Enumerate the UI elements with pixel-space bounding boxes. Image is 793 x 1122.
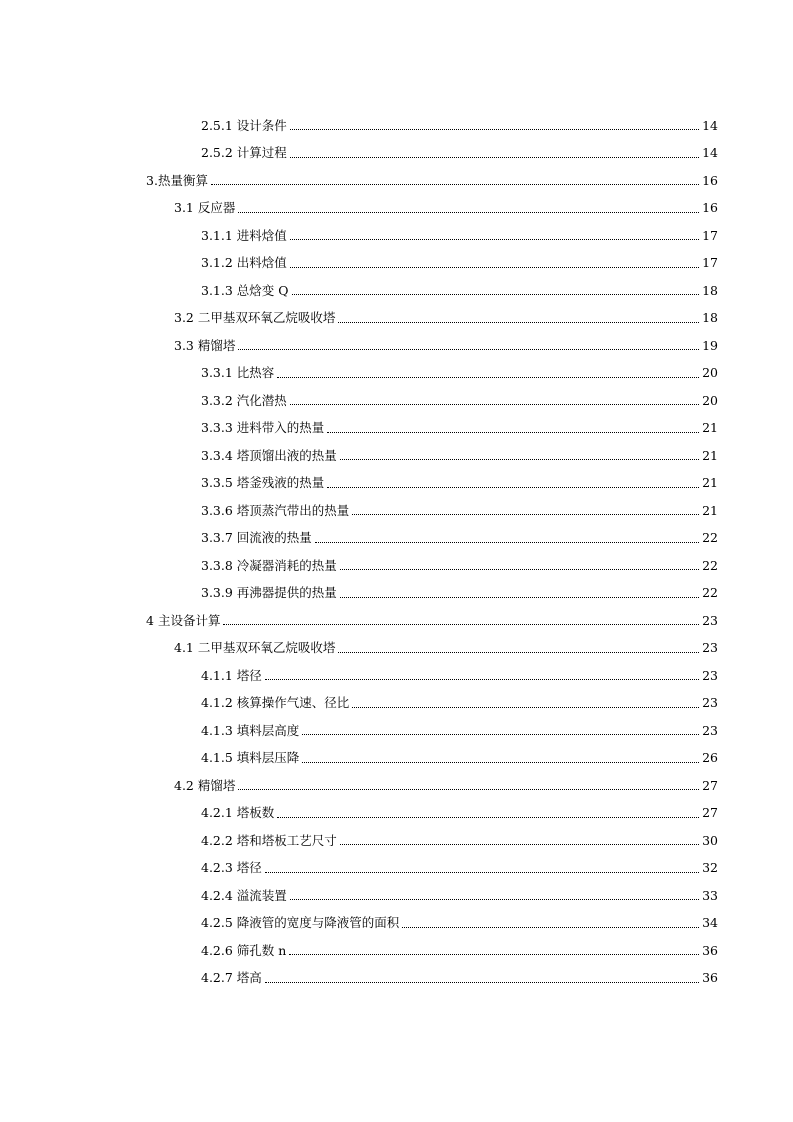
toc-entry-title [201, 257, 289, 270]
toc-entry-title [201, 722, 301, 738]
toc-dot-leader [277, 807, 699, 820]
toc-entry-number: 3.3.3 [201, 420, 233, 435]
toc-entry-number: 4.2.4 [201, 887, 233, 903]
toc-dot-leader [290, 890, 699, 903]
toc-dot-leader [315, 532, 699, 545]
toc-entry-text: 核算操作气速、径比 [236, 695, 350, 710]
toc-entry-title [201, 917, 401, 930]
toc-page-number: 23 [702, 667, 718, 683]
toc-entry-number: 3.3.1 [201, 365, 233, 380]
toc-page-number: 27 [702, 805, 718, 820]
toc-dot-leader [238, 780, 699, 793]
toc-entry-number: 3.3.6 [201, 502, 233, 518]
toc-entry[interactable] [0, 745, 718, 773]
toc-page-number: 21 [702, 502, 718, 518]
toc-entry-title [201, 502, 351, 518]
toc-entry-title [201, 807, 276, 820]
toc-entry-text: 降液管的宽度与降液管的面积 [236, 915, 400, 930]
toc-entry-text: 比热容 [236, 365, 275, 380]
toc-dot-leader [340, 450, 699, 463]
toc-entry-number: 2.5.1 [201, 117, 233, 133]
toc-page-number: 21 [702, 420, 718, 435]
toc-entry-number: 3.3.9 [201, 585, 233, 600]
toc-entry[interactable] [0, 250, 718, 278]
toc-entry-title [201, 972, 264, 985]
toc-entry-title [201, 117, 289, 133]
toc-entry-number: 3.1.2 [201, 255, 233, 270]
toc-page-number: 23 [702, 722, 718, 738]
toc-page-number: 22 [702, 557, 718, 573]
toc-entry-title [174, 312, 337, 325]
toc-entry-number: 3.3.4 [201, 447, 233, 463]
toc-entry-title [174, 777, 237, 793]
toc-entry-title [201, 832, 339, 848]
toc-entry-number: 4.2.1 [201, 805, 233, 820]
toc-entry-text: 主设备计算 [157, 612, 221, 628]
toc-page-number: 16 [702, 200, 718, 215]
toc-entry[interactable] [0, 277, 718, 305]
toc-page-number: 17 [702, 227, 718, 243]
toc-entry[interactable] [0, 332, 718, 360]
toc-entry-text: 精馏塔 [197, 337, 236, 353]
toc-entry-text: 进料带入的热量 [236, 420, 325, 435]
toc-page-number: 34 [702, 915, 718, 930]
toc-entry-text: 塔板数 [236, 805, 275, 820]
toc-entry-text: 二甲基双环氧乙烷吸收塔 [197, 310, 336, 325]
toc-entry[interactable] [0, 717, 718, 745]
toc-entry-title [201, 667, 264, 683]
toc-page-number: 21 [702, 475, 718, 490]
toc-entry-number: 3.1.3 [201, 282, 233, 298]
toc-entry-title [201, 367, 276, 380]
toc-page-number: 16 [702, 172, 718, 188]
toc-entry-text: 塔顶蒸汽带出的热量 [236, 502, 350, 518]
toc-entry-text: 汽化潜热 [236, 392, 287, 408]
toc-entry-title [201, 752, 301, 765]
toc-entry-text: 筛孔数 n [236, 942, 287, 958]
toc-entry[interactable] [0, 112, 718, 140]
toc-dot-leader [238, 202, 699, 215]
toc-entry-text: 冷凝器消耗的热量 [236, 557, 337, 573]
toc-entry-title [201, 887, 289, 903]
toc-entry[interactable] [0, 222, 718, 250]
toc-entry-number: 4.2.2 [201, 832, 233, 848]
toc-entry-title [201, 587, 339, 600]
toc-entry[interactable] [0, 305, 718, 333]
toc-page-number: 23 [702, 695, 718, 710]
toc-entry-title [201, 557, 339, 573]
toc-entry[interactable] [0, 910, 718, 938]
toc-entry-title [201, 532, 314, 545]
toc-entry[interactable] [0, 800, 718, 828]
toc-entry-number: 3.3.2 [201, 392, 233, 408]
toc-entry[interactable] [0, 965, 718, 993]
toc-entry[interactable] [0, 195, 718, 223]
toc-entry-title [201, 862, 264, 875]
toc-entry-text: 塔顶馏出液的热量 [236, 447, 337, 463]
toc-entry-text: 塔釜残液的热量 [236, 475, 325, 490]
toc-entry-number: 4.1 [174, 640, 194, 655]
toc-entry[interactable] [0, 497, 718, 525]
toc-dot-leader [327, 422, 699, 435]
toc-dot-leader [223, 615, 699, 628]
toc-dot-leader [238, 340, 699, 353]
toc-entry-number: 3.3.7 [201, 530, 233, 545]
toc-dot-leader [290, 230, 699, 243]
toc-entry-title [201, 147, 289, 160]
toc-dot-leader [265, 670, 699, 683]
toc-dot-leader [290, 395, 699, 408]
toc-entry-title [201, 942, 288, 958]
toc-dot-leader [340, 560, 699, 573]
toc-page-number: 18 [702, 310, 718, 325]
toc-page-number: 33 [702, 887, 718, 903]
toc-entry-title [146, 172, 210, 188]
toc-entry-text: 塔高 [236, 970, 262, 985]
toc-entry-title [174, 337, 237, 353]
table-of-contents [0, 112, 793, 992]
toc-entry-text: 塔径 [236, 667, 262, 683]
toc-page-number: 20 [702, 365, 718, 380]
toc-dot-leader [211, 175, 699, 188]
toc-page-number: 27 [702, 777, 718, 793]
toc-entry[interactable] [0, 415, 718, 443]
toc-page-number: 14 [702, 145, 718, 160]
toc-entry-text: 回流液的热量 [236, 530, 312, 545]
toc-entry-text: 精馏塔 [197, 777, 236, 793]
toc-dot-leader [402, 917, 699, 930]
toc-entry[interactable] [0, 470, 718, 498]
toc-page-number: 26 [702, 750, 718, 765]
toc-dot-leader [352, 505, 699, 518]
toc-dot-leader [338, 312, 699, 325]
toc-entry-number: 4 [146, 612, 154, 628]
toc-entry-title [174, 642, 337, 655]
toc-entry-title [146, 612, 222, 628]
toc-page-number: 21 [702, 447, 718, 463]
toc-entry-number: 3.1 [174, 200, 194, 215]
toc-page-number: 17 [702, 255, 718, 270]
toc-entry[interactable] [0, 442, 718, 470]
toc-entry-number: 4.2.7 [201, 970, 233, 985]
toc-entry-text: 计算过程 [236, 145, 287, 160]
toc-entry-title [201, 422, 326, 435]
toc-entry-number: 3. [146, 172, 158, 188]
toc-page-number: 23 [702, 612, 718, 628]
toc-entry-title [201, 227, 289, 243]
toc-entry-title [201, 282, 291, 298]
toc-dot-leader [289, 945, 699, 958]
toc-dot-leader [340, 835, 699, 848]
toc-entry-number: 3.3 [174, 337, 194, 353]
toc-entry[interactable] [0, 387, 718, 415]
toc-entry-text: 总焓变 Q [236, 282, 289, 298]
toc-entry[interactable] [0, 525, 718, 553]
toc-entry-number: 4.2.3 [201, 860, 233, 875]
toc-entry-number: 4.1.3 [201, 722, 233, 738]
toc-page-number: 22 [702, 530, 718, 545]
toc-page-number: 30 [702, 832, 718, 848]
toc-entry[interactable] [0, 882, 718, 910]
toc-entry[interactable] [0, 635, 718, 663]
toc-entry-number: 3.3.8 [201, 557, 233, 573]
toc-entry[interactable] [0, 937, 718, 965]
toc-dot-leader [292, 285, 700, 298]
toc-dot-leader [290, 120, 699, 133]
toc-dot-leader [290, 257, 699, 270]
toc-entry[interactable] [0, 827, 718, 855]
toc-page-number: 20 [702, 392, 718, 408]
toc-entry[interactable] [0, 552, 718, 580]
toc-entry-number: 4.2.5 [201, 915, 233, 930]
toc-dot-leader [338, 642, 699, 655]
toc-entry-number: 3.3.5 [201, 475, 233, 490]
toc-entry[interactable] [0, 662, 718, 690]
toc-entry[interactable] [0, 690, 718, 718]
toc-entry-text: 二甲基双环氧乙烷吸收塔 [197, 640, 336, 655]
toc-entry[interactable] [0, 855, 718, 883]
toc-entry-number: 4.2 [174, 777, 194, 793]
toc-entry-number: 4.2.6 [201, 942, 233, 958]
toc-entry-text: 填料层高度 [236, 722, 300, 738]
toc-entry-text: 塔径 [236, 860, 262, 875]
toc-entry-text: 溢流装置 [236, 887, 287, 903]
toc-entry[interactable] [0, 580, 718, 608]
toc-entry-text: 填料层压降 [236, 750, 300, 765]
toc-entry-text: 设计条件 [236, 117, 287, 133]
toc-page-number: 18 [702, 282, 718, 298]
toc-page-number: 36 [702, 970, 718, 985]
toc-entry-title [201, 447, 339, 463]
toc-entry-title [201, 392, 289, 408]
toc-entry-text: 进料焓值 [236, 227, 287, 243]
toc-dot-leader [340, 587, 699, 600]
toc-page-number: 14 [702, 117, 718, 133]
toc-entry-number: 3.2 [174, 310, 194, 325]
toc-entry-number: 4.1.5 [201, 750, 233, 765]
toc-entry[interactable] [0, 607, 718, 635]
toc-entry-text: 出料焓值 [236, 255, 287, 270]
toc-entry[interactable] [0, 360, 718, 388]
toc-entry-number: 2.5.2 [201, 145, 233, 160]
toc-page-number: 23 [702, 640, 718, 655]
toc-dot-leader [277, 367, 699, 380]
toc-page-number: 22 [702, 585, 718, 600]
toc-entry-title [201, 697, 351, 710]
toc-dot-leader [302, 725, 699, 738]
toc-entry-number: 3.1.1 [201, 227, 233, 243]
toc-entry-text: 再沸器提供的热量 [236, 585, 337, 600]
toc-entry[interactable] [0, 772, 718, 800]
toc-entry-text: 塔和塔板工艺尺寸 [236, 832, 337, 848]
toc-dot-leader [352, 697, 699, 710]
toc-entry-text: 热量衡算 [157, 172, 208, 188]
toc-page-number: 36 [702, 942, 718, 958]
toc-entry-number: 4.1.2 [201, 695, 233, 710]
toc-dot-leader [265, 862, 699, 875]
toc-dot-leader [327, 477, 699, 490]
toc-dot-leader [265, 972, 699, 985]
toc-page-number: 32 [702, 860, 718, 875]
toc-entry-number: 4.1.1 [201, 667, 233, 683]
toc-entry-title [174, 202, 237, 215]
toc-dot-leader [290, 147, 699, 160]
toc-entry-title [201, 477, 326, 490]
toc-entry[interactable] [0, 167, 718, 195]
toc-dot-leader [302, 752, 699, 765]
toc-entry[interactable] [0, 140, 718, 168]
toc-entry-text: 反应器 [197, 200, 236, 215]
toc-page-number: 19 [702, 337, 718, 353]
